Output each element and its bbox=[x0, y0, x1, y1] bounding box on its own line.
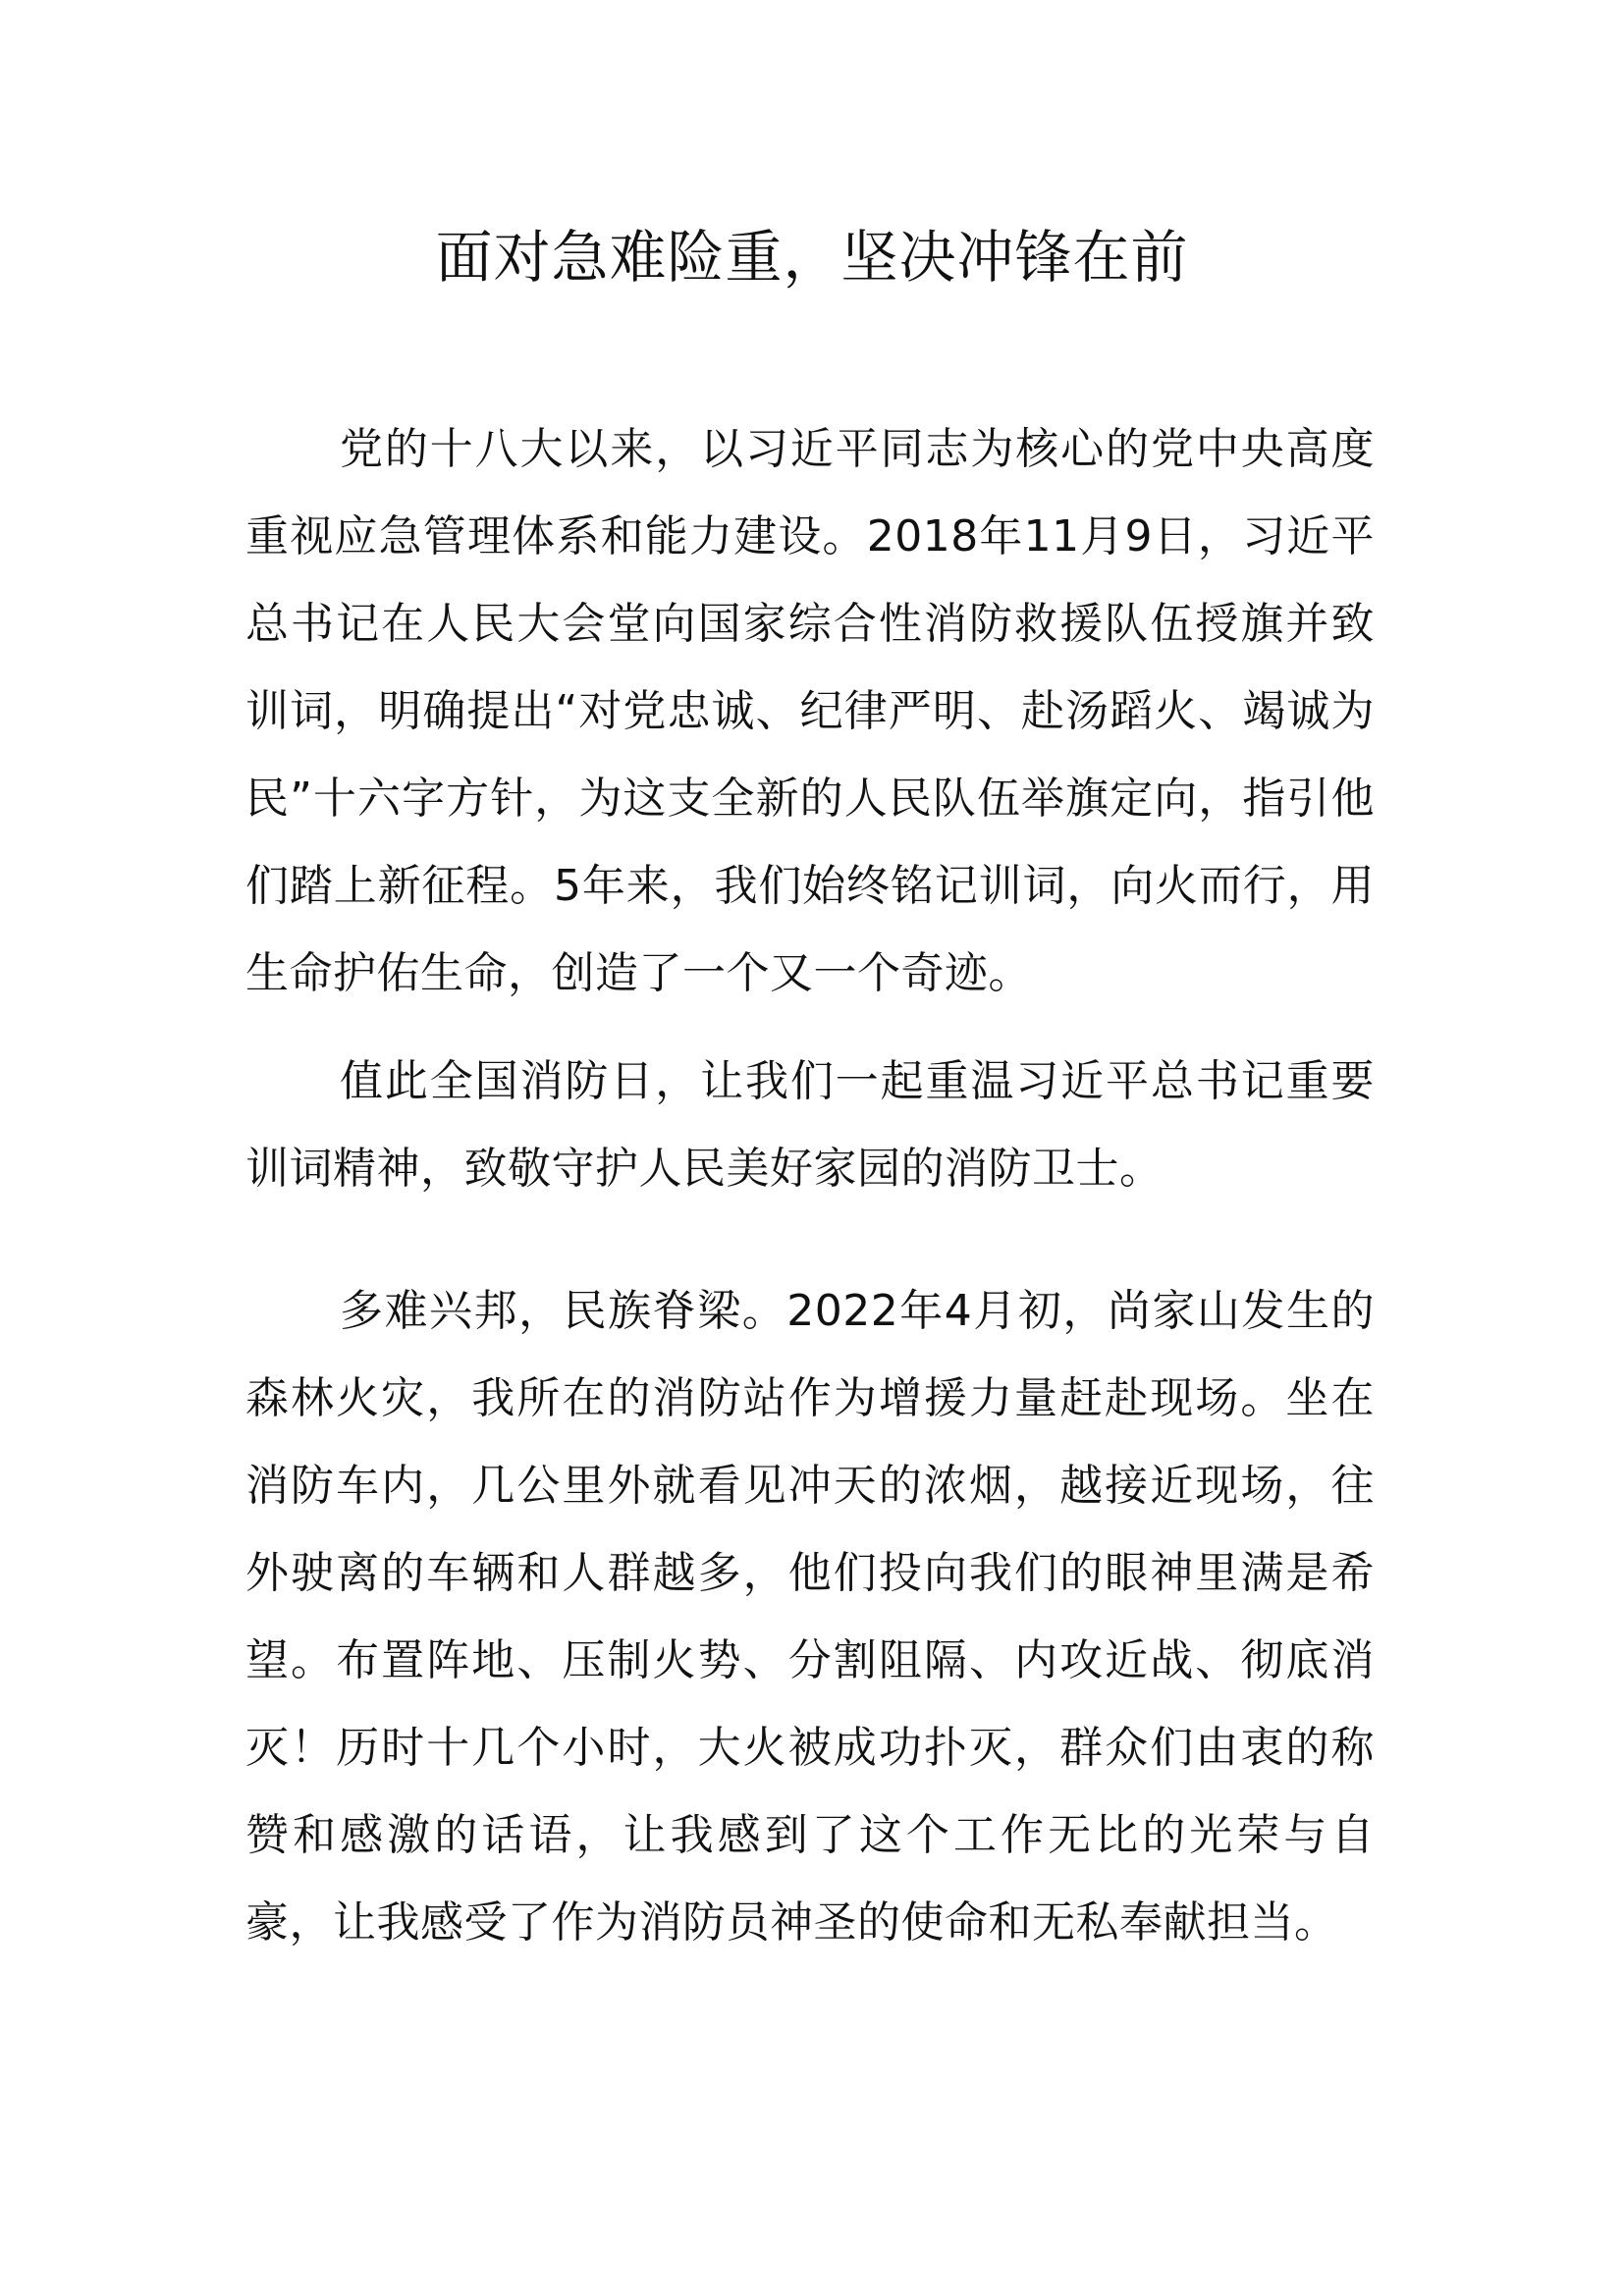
paragraph-2: 值此全国消防日，让我们一起重温习近平总书记重要训词精神，致敬守护人民美好家园的消防卫士。 bbox=[245, 1056, 1375, 1194]
paragraph-3: 多难兴邦，民族脊梁。2022年4月初，尚家山发生的森林火灾，我所在的消防站作为增援力量赶赴现场。坐在消防车内，几公里外就看见冲天的浓烟，越接近现场，往外驶离的车辆和人群越多，他们投向我们的眼神里满是希望。布置阵地、压制火势、分割阻隔、内攻近战、彻底消灭！历时十几个小时，大火被成功扑灭，群众们由衷的称赞和感激的话语，让我感到了这个工作无比的光荣与自豪，让我感受了作为消防员神圣的使命和无私奉献担当。 bbox=[245, 1286, 1375, 1948]
page-title: 面对急难险重，坚决冲锋在前 bbox=[435, 224, 1189, 291]
paragraph-1: 党的十八大以来，以习近平同志为核心的党中央高度重视应急管理体系和能力建设。2018年11月9日，习近平总书记在人民大会堂向国家综合性消防救援队伍授旗并致训词，明确提出“对党忠诚、纪律严明、赴汤蹈火、竭诚为民”十六字方针，为这支全新的人民队伍举旗定向，指引他们踏上新征程。5年来，我们始终铭记训词，向火而行，用生命护佑生命，创造了一个又一个奇迹。 bbox=[245, 424, 1375, 998]
